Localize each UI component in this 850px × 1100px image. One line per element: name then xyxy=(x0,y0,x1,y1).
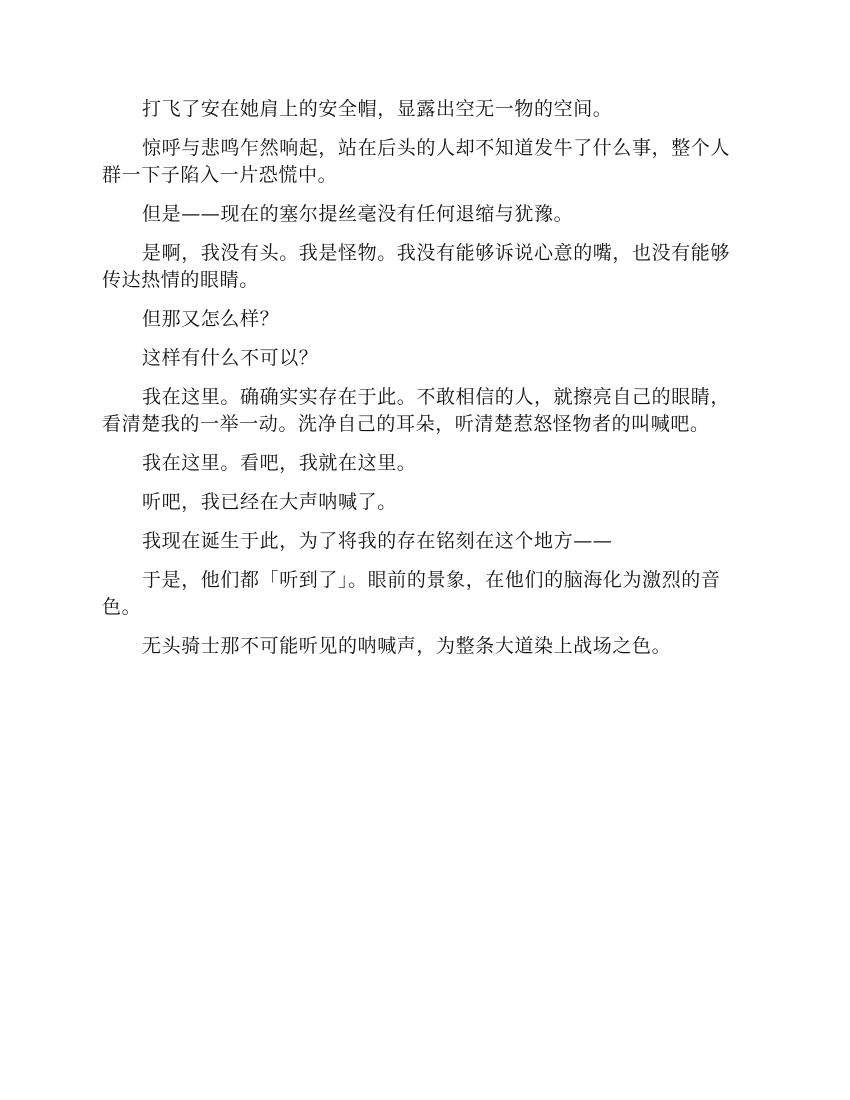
paragraph: 惊呼与悲鸣乍然响起，站在后头的人却不知道发牛了什么事，整个人群一下子陷入一片恐慌中。 xyxy=(102,137,731,186)
paragraph: 但那又怎么样？ xyxy=(142,308,280,330)
paragraph: 无头骑士那不可能听见的呐喊声，为整条大道染上战场之色。 xyxy=(142,635,672,657)
paragraph: 是啊，我没有头。我是怪物。我没有能够诉说心意的嘴，也没有能够传达热情的眼睛。 xyxy=(102,242,731,291)
paragraph: 但是——现在的塞尔提丝毫没有任何退缩与犹豫。 xyxy=(142,203,574,225)
paragraph: 我在这里。确确实实存在于此。不敢相信的人，就擦亮自己的眼睛，看清楚我的一举一动。洗净自己的耳朵，听清楚惹怒怪物者的叫喊吧。 xyxy=(102,386,731,435)
paragraph: 于是，他们都「听到了」。眼前的景象，在他们的脑海化为激烈的音色。 xyxy=(102,569,721,618)
paragraph: 这样有什么不可以？ xyxy=(142,347,319,369)
paragraph: 我现在诞生于此，为了将我的存在铭刻在这个地方—— xyxy=(142,530,613,552)
paragraph: 我在这里。看吧，我就在这里。 xyxy=(142,452,417,474)
paragraph: 打飞了安在她肩上的安全帽，显露出空无一物的空间。 xyxy=(142,98,613,120)
document-body xyxy=(102,96,748,672)
paragraph: 听吧，我已经在大声呐喊了。 xyxy=(142,491,397,513)
